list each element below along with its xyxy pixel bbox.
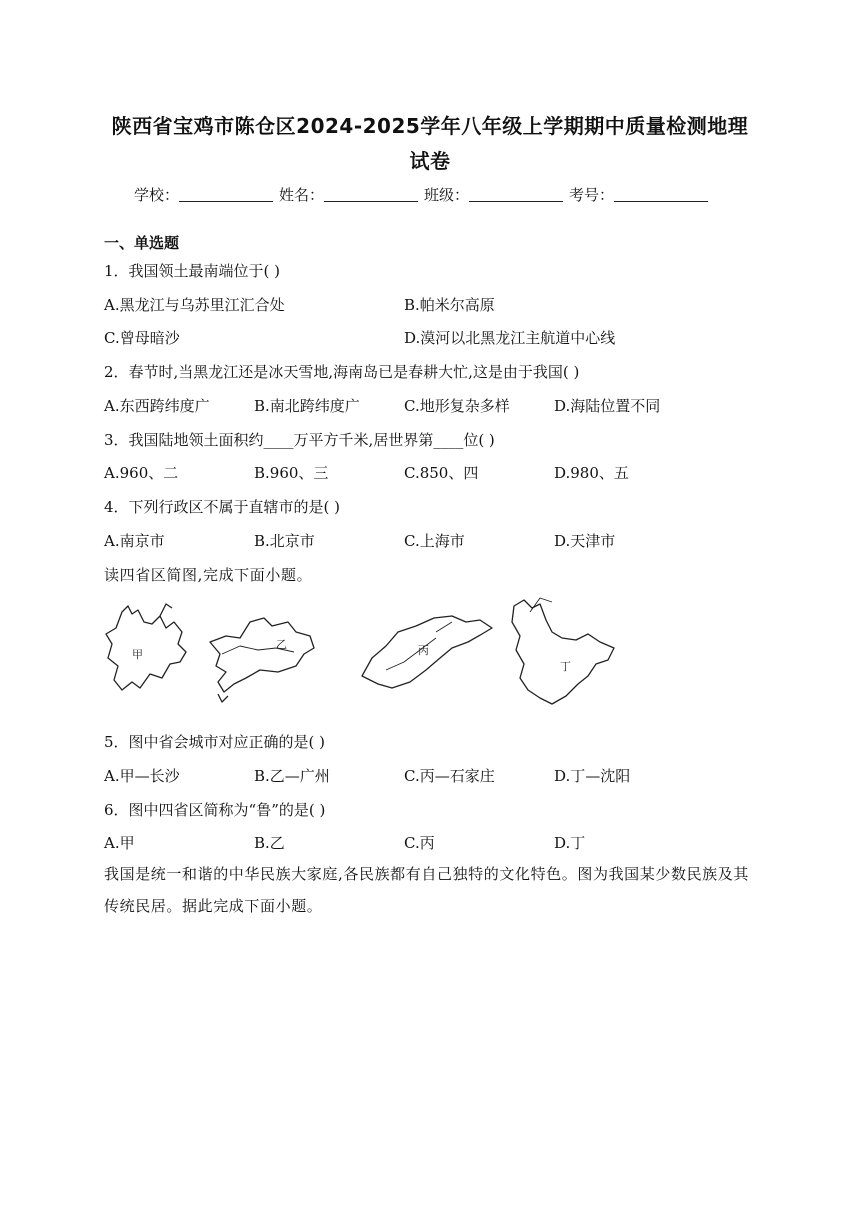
name-label: 姓名： bbox=[279, 186, 325, 204]
page-title-continued: 试卷 bbox=[409, 149, 451, 173]
question-6-option-d: D.丁 bbox=[554, 834, 586, 852]
question-3-stem: 3．我国陆地领土面积约____万平方千米,居世界第____位( ) bbox=[104, 431, 495, 449]
province-jia-outline bbox=[106, 606, 186, 690]
class-label: 班级： bbox=[424, 186, 470, 204]
province-maps-figure bbox=[100, 592, 620, 712]
page-title: 陕西省宝鸡市陈仓区2024-2025学年八年级上学期期中质量检测地理 bbox=[111, 114, 749, 138]
question-1-option-a: A.黑龙江与乌苏里江汇合处 bbox=[104, 296, 285, 314]
province-ding-outline bbox=[512, 600, 614, 704]
question-6-stem: 6．图中四省区简称为“鲁”的是( ) bbox=[104, 801, 326, 819]
question-3-option-d: D.980、五 bbox=[554, 464, 629, 482]
exam-number-blank bbox=[614, 187, 708, 202]
question-1-option-b: B.帕米尔高原 bbox=[404, 296, 495, 314]
map-label-bing: 丙 bbox=[418, 644, 429, 657]
name-blank bbox=[324, 187, 418, 202]
question-5-option-b: B.乙—广州 bbox=[254, 767, 330, 785]
map-label-ding: 丁 bbox=[560, 660, 571, 673]
map-label-jia: 甲 bbox=[132, 648, 143, 661]
question-2-option-d: D.海陆位置不同 bbox=[554, 397, 661, 415]
question-6-option-a: A.甲 bbox=[104, 834, 135, 852]
map-label-yi: 乙 bbox=[276, 638, 287, 651]
question-1-stem: 1．我国领土最南端位于( ) bbox=[104, 262, 281, 280]
province-yi-outline bbox=[210, 618, 314, 692]
question-5-stem: 5．图中省会城市对应正确的是( ) bbox=[104, 733, 326, 751]
question-4-option-c: C.上海市 bbox=[404, 532, 465, 550]
material-intro-ethnic: 我国是统一和谐的中华民族大家庭,各民族都有自己独特的文化特色。图为我国某少数民族及其传统民居。据此完成下面小题。 bbox=[104, 865, 749, 915]
question-5-option-d: D.丁—沈阳 bbox=[554, 767, 631, 785]
question-1-option-c: C.曾母暗沙 bbox=[104, 329, 180, 347]
question-2-option-c: C.地形复杂多样 bbox=[404, 397, 510, 415]
class-blank bbox=[469, 187, 563, 202]
question-2-stem: 2．春节时,当黑龙江还是冰天雪地,海南岛已是春耕大忙,这是由于我国( ) bbox=[104, 363, 580, 381]
question-2-option-a: A.东西跨纬度广 bbox=[104, 397, 210, 415]
school-label: 学校： bbox=[134, 186, 180, 204]
question-3-option-a: A.960、二 bbox=[104, 464, 179, 482]
question-4-stem: 4．下列行政区不属于直辖市的是( ) bbox=[104, 498, 341, 516]
material-intro-maps: 读四省区简图,完成下面小题。 bbox=[104, 566, 313, 584]
question-3-option-b: B.960、三 bbox=[254, 464, 329, 482]
question-3-option-c: C.850、四 bbox=[404, 464, 479, 482]
exam-number-label: 考号： bbox=[569, 186, 615, 204]
question-6-option-c: C.丙 bbox=[404, 834, 435, 852]
question-1-option-d: D.漠河以北黑龙江主航道中心线 bbox=[404, 329, 616, 347]
question-5-option-a: A.甲—长沙 bbox=[104, 767, 180, 785]
question-2-option-b: B.南北跨纬度广 bbox=[254, 397, 360, 415]
question-5-option-c: C.丙—石家庄 bbox=[404, 767, 495, 785]
section-heading-single-choice: 一、单选题 bbox=[104, 234, 180, 252]
province-outline-maps bbox=[100, 592, 620, 712]
school-blank bbox=[179, 187, 273, 202]
question-4-option-a: A.南京市 bbox=[104, 532, 165, 550]
student-info-row bbox=[134, 184, 714, 205]
question-4-option-b: B.北京市 bbox=[254, 532, 315, 550]
question-4-option-d: D.天津市 bbox=[554, 532, 616, 550]
question-6-option-b: B.乙 bbox=[254, 834, 285, 852]
